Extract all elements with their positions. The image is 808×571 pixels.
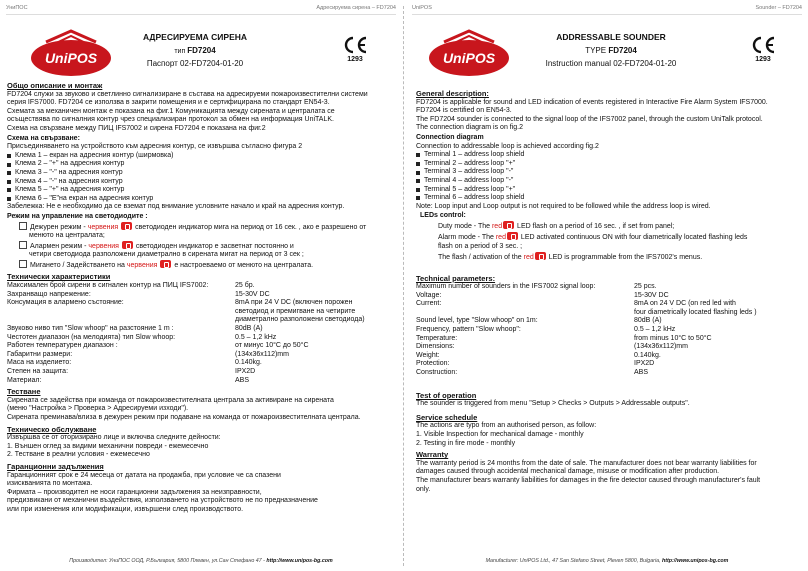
unipos-logo bbox=[426, 28, 512, 80]
red-led-icon bbox=[503, 221, 514, 229]
technical-key: Temperature: bbox=[416, 334, 458, 342]
led-duty-line: Duty mode - The red LED flash on a period of 16 sec. , if set from panel; bbox=[438, 222, 675, 230]
terminal-item: Terminal 1 – address loop shield bbox=[416, 151, 802, 160]
bullet-square-icon bbox=[416, 196, 420, 200]
page-english bbox=[406, 0, 808, 571]
service-line: 1. Visible Inspection for mechanical damage - monthly bbox=[416, 431, 584, 438]
description-line: осъществява по сигналния контур чрез специализиран протокол за обмен на информация UniTALK. bbox=[7, 116, 334, 124]
document-header bbox=[120, 32, 270, 68]
technical-key: Protection: bbox=[416, 360, 450, 368]
technical-value: 25 бр. bbox=[235, 282, 255, 290]
led-duty-line: Дежурен режим - червения светодиоден индикатор мига на период от 16 сек. , ако е разрешено от bbox=[7, 222, 398, 233]
technical-value: 0.5 – 1,2 kHz bbox=[634, 326, 676, 334]
red-led-icon bbox=[160, 260, 171, 268]
type-prefix: тип bbox=[174, 48, 186, 55]
connection-title: Connection diagram bbox=[416, 133, 484, 141]
technical-key: Габаритни размери: bbox=[7, 350, 73, 358]
technical-row bbox=[7, 316, 398, 325]
bullet-square-icon bbox=[416, 188, 420, 192]
checkbox-bullet-icon bbox=[19, 241, 27, 249]
technical-key: Frequency, pattern "Slow whoop": bbox=[416, 326, 521, 334]
bullet-square-icon bbox=[416, 179, 420, 183]
document-header bbox=[526, 32, 696, 68]
footer bbox=[406, 558, 808, 564]
technical-row bbox=[7, 334, 398, 343]
section-title-technical: Technical parameters: bbox=[416, 273, 496, 283]
technical-row bbox=[7, 351, 398, 360]
bullet-square-icon bbox=[7, 197, 11, 201]
led-duty-line-cont: менюто на централата; bbox=[29, 232, 105, 240]
technical-value: светодиод и премигване на четирите bbox=[235, 307, 356, 315]
technical-value: 80dB (A) bbox=[634, 317, 662, 325]
footer-link[interactable]: http://www.unipos-bg.com bbox=[266, 558, 333, 564]
technical-key: Консумация в алармено състояние: bbox=[7, 299, 124, 307]
technical-value: (134x36x112)mm bbox=[235, 350, 289, 358]
technical-row bbox=[416, 292, 802, 301]
technical-value: ABS bbox=[235, 376, 250, 384]
terminal-item: Terminal 6 – address loop shield bbox=[416, 194, 802, 203]
page-divider bbox=[403, 6, 405, 566]
top-bar-right: Адресируема сирена – FD7204 bbox=[316, 5, 396, 11]
led-control-title: Режим на управление на светодиодите : bbox=[7, 212, 148, 220]
footer bbox=[0, 558, 402, 564]
technical-key: Maximum number of sounders in the IFS7002 signal loop: bbox=[416, 283, 596, 291]
section-title-description: General description: bbox=[416, 89, 489, 98]
technical-row bbox=[416, 317, 802, 326]
section-title-service: Service schedule bbox=[416, 412, 478, 422]
footer-text: Производител: УниПОС ООД, Р.България, 5800 Плевен, ул.Сан Стефано 47 - bbox=[69, 558, 265, 564]
technical-row bbox=[416, 309, 802, 318]
red-led-icon bbox=[507, 232, 518, 240]
type-line bbox=[120, 46, 270, 55]
technical-key: Dimensions: bbox=[416, 343, 455, 351]
bullet-square-icon bbox=[416, 153, 420, 157]
technical-row bbox=[7, 291, 398, 300]
technical-value: ABS bbox=[634, 369, 649, 377]
led-alarm-line-cont: четири светодиода разположени диаметрално в сирената мигат на период от 3 сек ; bbox=[29, 251, 304, 259]
connection-note: Забележка: Не е необходимо да се вземат под внимание условните начало и край на адресния контур. bbox=[7, 203, 345, 211]
warranty-line: изискванията по монтажа. bbox=[7, 480, 93, 488]
service-line: 2. Testing in fire mode - monthly bbox=[416, 439, 516, 447]
bullet-square-icon bbox=[7, 163, 11, 167]
bullet-square-icon bbox=[416, 171, 420, 175]
testing-line: The sounder is triggered from menu "Setup > Checks > Outputs > Addressable outputs". bbox=[416, 400, 690, 408]
section-title-testing: Тестване bbox=[7, 387, 41, 397]
top-bar-right: Sounder – FD7204 bbox=[755, 5, 802, 11]
technical-row bbox=[7, 325, 398, 334]
section-title-warranty: Гаранционни задължения bbox=[7, 461, 104, 471]
connection-intro: Присъединяването на устройството към адресния контур, се извършва съгласно фигура 2 bbox=[7, 143, 303, 151]
ce-number: 1293 bbox=[347, 56, 363, 63]
terminal-item: Terminal 5 – address loop "+" bbox=[416, 186, 802, 195]
technical-value: four diametrically located flashing leds ) bbox=[634, 308, 757, 316]
technical-value: 0.140kg. bbox=[235, 359, 262, 367]
technical-row bbox=[416, 283, 802, 292]
technical-value: 0.140kg. bbox=[634, 351, 661, 359]
svg-text:UniPOS: UniPOS bbox=[44, 50, 98, 66]
section-title-description: Общо описание и монтаж bbox=[7, 81, 103, 90]
terminal-item: Terminal 3 – address loop "-" bbox=[416, 168, 802, 177]
technical-table bbox=[7, 282, 398, 385]
warranty-line: The warranty period is 24 months from the date of sale. The manufacturer does not bear warranty liabilities for bbox=[416, 459, 757, 467]
description-line: The connection diagram is on fig.2 bbox=[416, 124, 524, 132]
technical-key: Максимален брой сирени в сигнален контур на ПИЦ IFS7002: bbox=[7, 282, 209, 290]
technical-key bbox=[416, 309, 634, 318]
red-led-icon bbox=[121, 222, 132, 230]
technical-row bbox=[416, 369, 802, 378]
section-title-technical: Технически характеристики bbox=[7, 272, 111, 282]
top-bar-left: УниПОС bbox=[6, 5, 28, 11]
technical-row bbox=[416, 335, 802, 344]
section-title-testing: Test of operation bbox=[416, 390, 477, 400]
testing-line: Сирената се задейства при команда от пожароизвестителната централа за активиране на сирената bbox=[7, 396, 334, 404]
technical-value: от минус 10°C до 50°C bbox=[235, 342, 309, 350]
ce-number: 1293 bbox=[755, 56, 771, 63]
type-value: FD7204 bbox=[187, 46, 216, 55]
technical-row bbox=[416, 360, 802, 369]
svg-text:UniPOS: UniPOS bbox=[442, 50, 496, 66]
service-line: The actions are typo from an authorised person, as follow: bbox=[416, 422, 597, 430]
terminal-item: Клема 3 – "-" на адресния контур bbox=[7, 169, 398, 178]
red-led-icon bbox=[535, 252, 546, 260]
technical-row bbox=[7, 299, 398, 308]
checkbox-bullet-icon bbox=[19, 222, 27, 230]
technical-key: Маса на изделието: bbox=[7, 359, 72, 367]
connection-title: Схема на свързване: bbox=[7, 134, 80, 142]
technical-row bbox=[416, 352, 802, 361]
led-alarm-line: Alarm mode - The red LED activated continuous ON with four diametrically located flashing leds bbox=[438, 233, 748, 241]
passport-number: Паспорт 02-FD7204-01-20 bbox=[146, 59, 244, 68]
warranty-line: Фирмата – производител не носи гаранционни задължения за неизправности, bbox=[7, 488, 262, 496]
top-bar bbox=[412, 4, 802, 15]
document-title: ADDRESSABLE SOUNDER bbox=[556, 32, 666, 42]
technical-key bbox=[7, 316, 235, 325]
ce-icon bbox=[750, 36, 776, 54]
description-line: FD7204 is applicable for sound and LED indication of events registered in Interactive Fire Alarm System IFS7000. bbox=[416, 98, 768, 106]
warranty-line: или при изменения или модификации, извършени след производството. bbox=[7, 505, 244, 513]
bullet-square-icon bbox=[7, 154, 11, 158]
technical-value: IPX2D bbox=[235, 368, 256, 375]
description-line: FD7204 служи за звуково и светлинно сигнализиране в състава на адресируеми пожароизвестителни системи bbox=[7, 90, 368, 98]
document-body bbox=[7, 82, 398, 515]
page-bulgarian bbox=[0, 0, 402, 571]
technical-row bbox=[7, 359, 398, 368]
technical-key: Sound level, type "Slow whoop" on 1m: bbox=[416, 317, 538, 325]
warranty-line: предизвикани от механични въздействия, използването на устройството не по предназначение bbox=[7, 497, 318, 505]
led-control-title: LEDs control: bbox=[420, 212, 466, 220]
technical-value: 8mA при 24 V DC (включен порожен bbox=[235, 299, 353, 307]
technical-row bbox=[7, 308, 398, 317]
bullet-square-icon bbox=[416, 162, 420, 166]
technical-key bbox=[7, 308, 235, 317]
terminal-item: Клема 6 – "E"на екран на адресния контур bbox=[7, 195, 398, 204]
technical-key: Честотен диапазон (на мелодията) тип Slow whoop: bbox=[7, 333, 176, 341]
section-title-service: Техническо обслужване bbox=[7, 424, 97, 434]
bullet-square-icon bbox=[7, 180, 11, 184]
technical-key: Материал: bbox=[7, 376, 42, 384]
type-line bbox=[526, 46, 696, 55]
technical-key: Construction: bbox=[416, 369, 458, 377]
technical-row bbox=[416, 300, 802, 309]
led-alarm-line-cont: flash on a period of 3 sec. ; bbox=[438, 242, 523, 250]
technical-value: 15-30V DC bbox=[634, 291, 669, 299]
description-line: Схема на свързване между ПИЦ IFS7002 и сирена FD7204 е показана на фиг.2 bbox=[7, 124, 266, 132]
technical-row bbox=[7, 377, 398, 386]
description-line: FD7204 is certified on EN54-3. bbox=[416, 107, 512, 115]
terminal-item: Клема 2 – "+" на адресния контур bbox=[7, 160, 398, 169]
testing-line: Сирената преминава/влиза в дежурен режим при подаване на команда от пожароизвестителната централа. bbox=[7, 413, 361, 421]
connection-intro: Connection to addressable loop is achieved according fig.2 bbox=[416, 142, 599, 150]
technical-value: 80dB (A) bbox=[235, 325, 263, 333]
technical-row bbox=[7, 342, 398, 351]
technical-value: (134x36x112)mm bbox=[634, 343, 688, 351]
technical-key: Weight: bbox=[416, 351, 440, 359]
warranty-line: Гаранционният срок е 24 месеца от датата на продажба, при условие че са спазени bbox=[7, 471, 281, 479]
description-line: серия IFS7000. FD7204 се използва в закрити помещения и е сертифицирана по стандарт EN54-3. bbox=[7, 99, 330, 107]
technical-row bbox=[416, 326, 802, 335]
manual-number: Instruction manual 02-FD7204-01-20 bbox=[545, 59, 677, 68]
technical-value: 25 pcs. bbox=[634, 283, 657, 291]
technical-key: Степен на защита: bbox=[7, 368, 69, 375]
ce-mark bbox=[338, 36, 372, 63]
top-bar-left: UniPOS bbox=[412, 5, 432, 11]
ce-icon bbox=[342, 36, 368, 54]
checkbox-bullet-icon bbox=[19, 260, 27, 268]
technical-key: Звуково ниво тип "Slow whoop" на разстояние 1 m : bbox=[7, 325, 174, 333]
service-line: 2. Тестване в реални условия - ежемесечно bbox=[7, 451, 150, 459]
technical-value: 0.5 – 1,2 kHz bbox=[235, 333, 277, 341]
terminal-item: Terminal 4 – address loop "-" bbox=[416, 177, 802, 186]
connection-note: Note: Loop input and Loop output is not required to be followed while the address loop is wired. bbox=[416, 202, 711, 210]
footer-link[interactable]: http://www.unipos-bg.com bbox=[662, 558, 729, 564]
technical-key: Voltage: bbox=[416, 291, 442, 299]
technical-key: Current: bbox=[416, 300, 442, 308]
warranty-line: damages caused through accidental mechanical damage, misuse or modification after production. bbox=[416, 468, 720, 476]
technical-key: Захранващо напрежение: bbox=[7, 290, 91, 298]
warranty-line: The manufacturer bears warranty liabilities for damages in the fire detector caused through manufacturer's fault bbox=[416, 476, 761, 484]
led-flash-line: Мигането / Задействането на червения е настроеваемо от менюто на централата. bbox=[7, 260, 398, 271]
technical-value: 15-30V DC bbox=[235, 290, 270, 298]
section-title-warranty: Warranty bbox=[416, 450, 449, 460]
service-line: 1. Външен оглед за видими механични повреди - ежемесечно bbox=[7, 442, 209, 450]
description-line: The FD7204 sounder is connected to the signal loop of the IFS7002 panel, through the custom UniTalk protocol. bbox=[416, 115, 763, 123]
warranty-line: only. bbox=[416, 485, 431, 493]
red-led-icon bbox=[122, 241, 133, 249]
terminal-item: Клема 4 – "-" на адресния контур bbox=[7, 178, 398, 187]
service-line: Извършва се от оторизирано лице и включва следните дейности: bbox=[7, 434, 221, 442]
technical-value: 8mA on 24 V DC (on red led with bbox=[634, 300, 736, 308]
technical-key: Работен температурен диапазон : bbox=[7, 342, 118, 350]
terminal-item: Terminal 2 – address loop "+" bbox=[416, 160, 802, 169]
technical-value: диаметрално разположени светодиода) bbox=[235, 316, 365, 324]
description-line: Схемата за механичен монтаж е показана на фиг.1 Комуникацията между сирената и централата се bbox=[7, 107, 335, 115]
top-bar bbox=[6, 4, 396, 15]
technical-table bbox=[416, 283, 802, 378]
terminal-item: Клема 5 – "+" на адресния контур bbox=[7, 186, 398, 195]
document-title: АДРЕСИРУЕМА СИРЕНА bbox=[142, 32, 248, 42]
led-alarm-line: Алармен режим - червения светодиоден индикатор е засветнат постоянно и bbox=[7, 241, 398, 252]
bullet-square-icon bbox=[7, 188, 11, 192]
type-prefix: TYPE bbox=[585, 46, 607, 55]
testing-line: (меню "Настройка > Проверка > Адресируеми изходи"). bbox=[7, 405, 189, 413]
technical-value: IPX2D bbox=[634, 360, 655, 368]
type-value: FD7204 bbox=[608, 46, 637, 55]
technical-row bbox=[7, 368, 398, 377]
ce-mark bbox=[746, 36, 780, 63]
unipos-logo bbox=[28, 28, 114, 80]
technical-row bbox=[7, 282, 398, 291]
technical-row bbox=[416, 343, 802, 352]
footer-text: Manufacturer: UniPOS Ltd., 47 San Stefano Street, Pleven 5800, Bulgaria, bbox=[485, 558, 661, 564]
bullet-square-icon bbox=[7, 171, 11, 175]
document-body bbox=[416, 90, 802, 494]
terminal-item: Клема 1 – екран на адресния контур (ширмовка) bbox=[7, 152, 398, 161]
technical-value: from minus 10°C to 50°C bbox=[634, 334, 712, 342]
led-flash-line: The flash / activation of the red LED is programmable from the IFS7002's menus. bbox=[438, 253, 703, 261]
